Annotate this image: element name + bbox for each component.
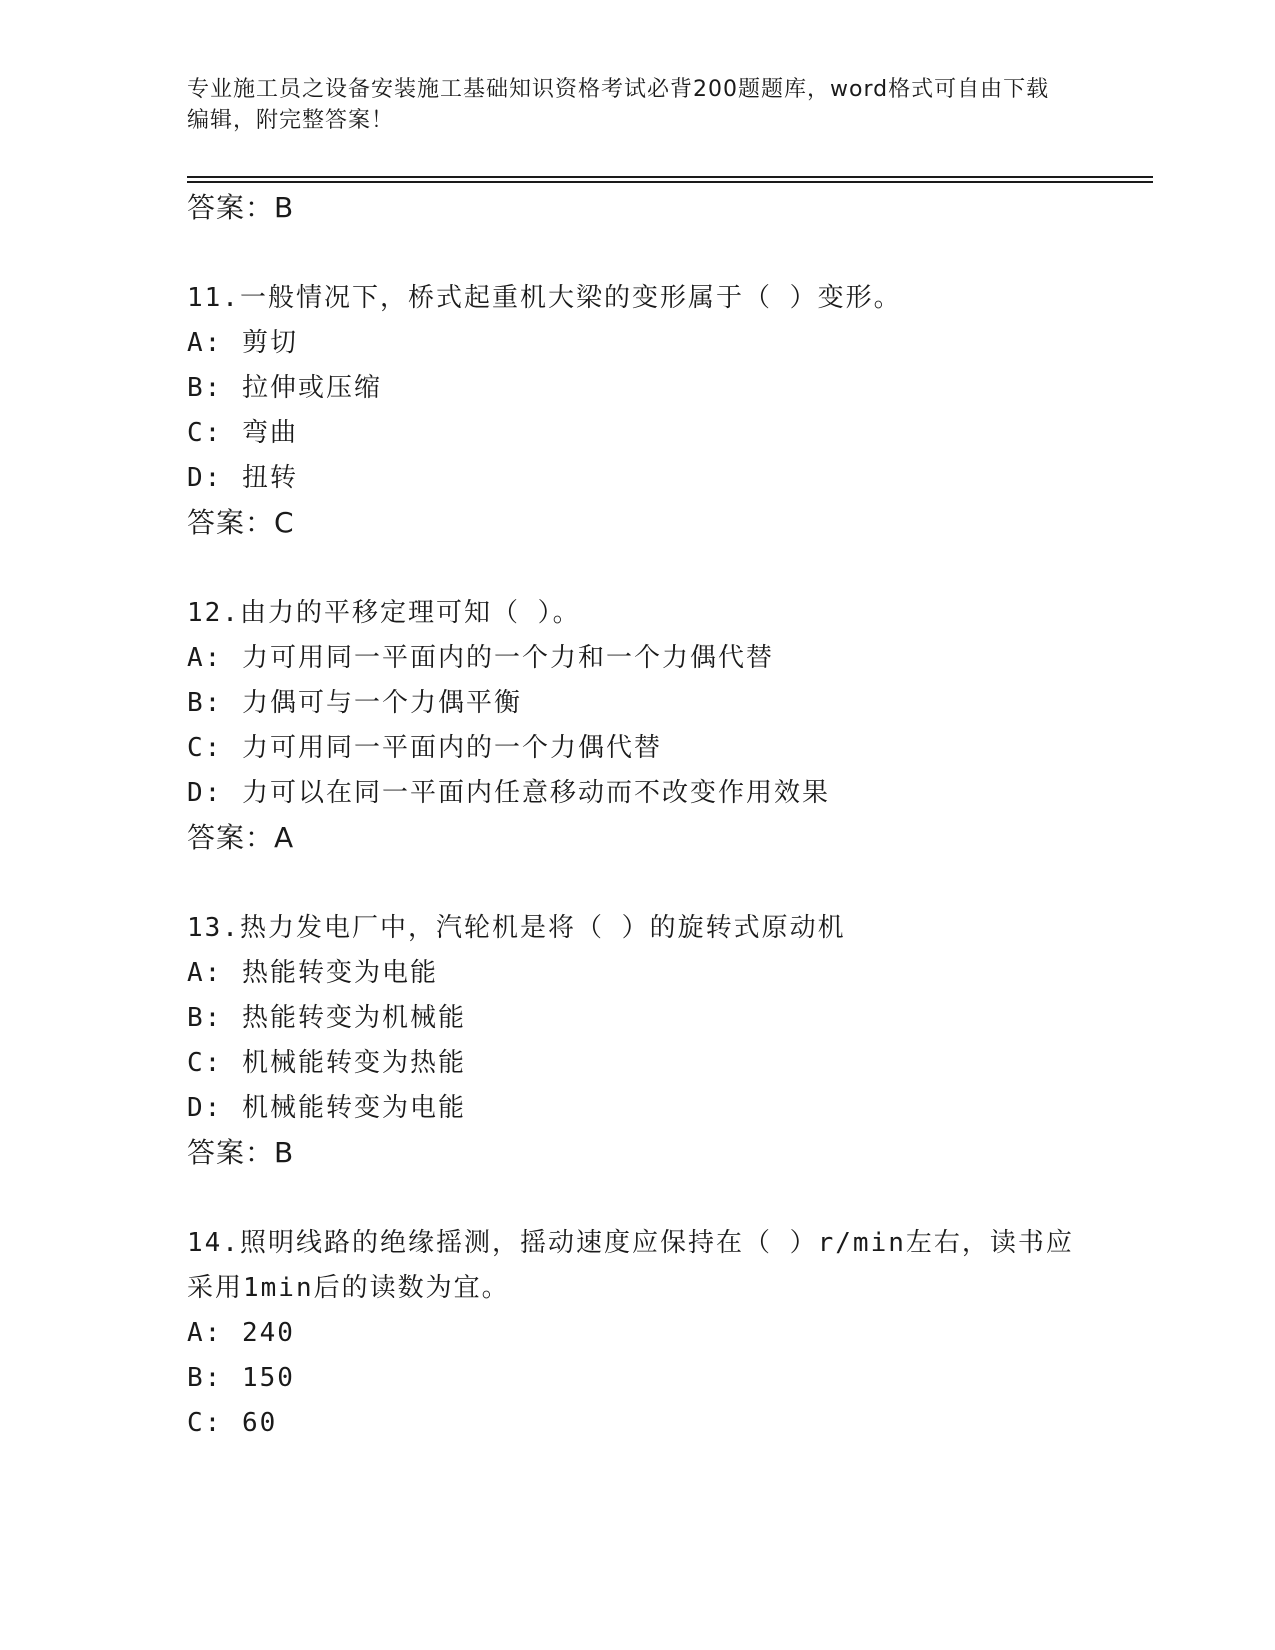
option-c: C: 60 <box>187 1408 278 1438</box>
option-b: B: 力偶可与一个力偶平衡 <box>187 688 522 718</box>
header-divider-top <box>187 176 1153 178</box>
question-stem: 14.照明线路的绝缘摇测，摇动速度应保持在（ ）r/min左右，读书应采用1min后的读数为宜。 <box>187 1228 1074 1303</box>
option-d: D: 力可以在同一平面内任意移动而不改变作用效果 <box>187 778 830 808</box>
answer-line: 答案：C <box>187 506 295 539</box>
option-c: C: 力可用同一平面内的一个力偶代替 <box>187 733 662 763</box>
option-a: A: 热能转变为电能 <box>187 958 438 988</box>
question-13 <box>187 906 1087 1131</box>
question-stem: 11.一般情况下，桥式起重机大梁的变形属于（ ）变形。 <box>187 283 902 313</box>
option-b: B: 拉伸或压缩 <box>187 373 382 403</box>
answer-line: 答案：A <box>187 821 295 854</box>
option-b: B: 热能转变为机械能 <box>187 1003 466 1033</box>
option-d: D: 机械能转变为电能 <box>187 1093 466 1123</box>
option-b: B: 150 <box>187 1363 295 1393</box>
option-c: C: 机械能转变为热能 <box>187 1048 466 1078</box>
option-a: A: 力可用同一平面内的一个力和一个力偶代替 <box>187 643 774 673</box>
question-12 <box>187 591 1087 816</box>
answer-line: 答案：B <box>187 1136 295 1169</box>
question-14 <box>187 1221 1087 1446</box>
document-header: 专业施工员之设备安装施工基础知识资格考试必背200题题库，word格式可自由下载编辑，附完整答案！ <box>187 77 1050 133</box>
question-11 <box>187 276 1087 501</box>
option-a: A: 240 <box>187 1318 295 1348</box>
header-divider-bottom <box>187 181 1153 183</box>
question-stem: 13.热力发电厂中，汽轮机是将（ ）的旋转式原动机 <box>187 913 846 943</box>
option-c: C: 弯曲 <box>187 418 298 448</box>
answer-line: 答案：B <box>187 191 295 224</box>
option-d: D: 扭转 <box>187 463 298 493</box>
question-stem: 12.由力的平移定理可知（ ）。 <box>187 598 581 628</box>
option-a: A: 剪切 <box>187 328 298 358</box>
